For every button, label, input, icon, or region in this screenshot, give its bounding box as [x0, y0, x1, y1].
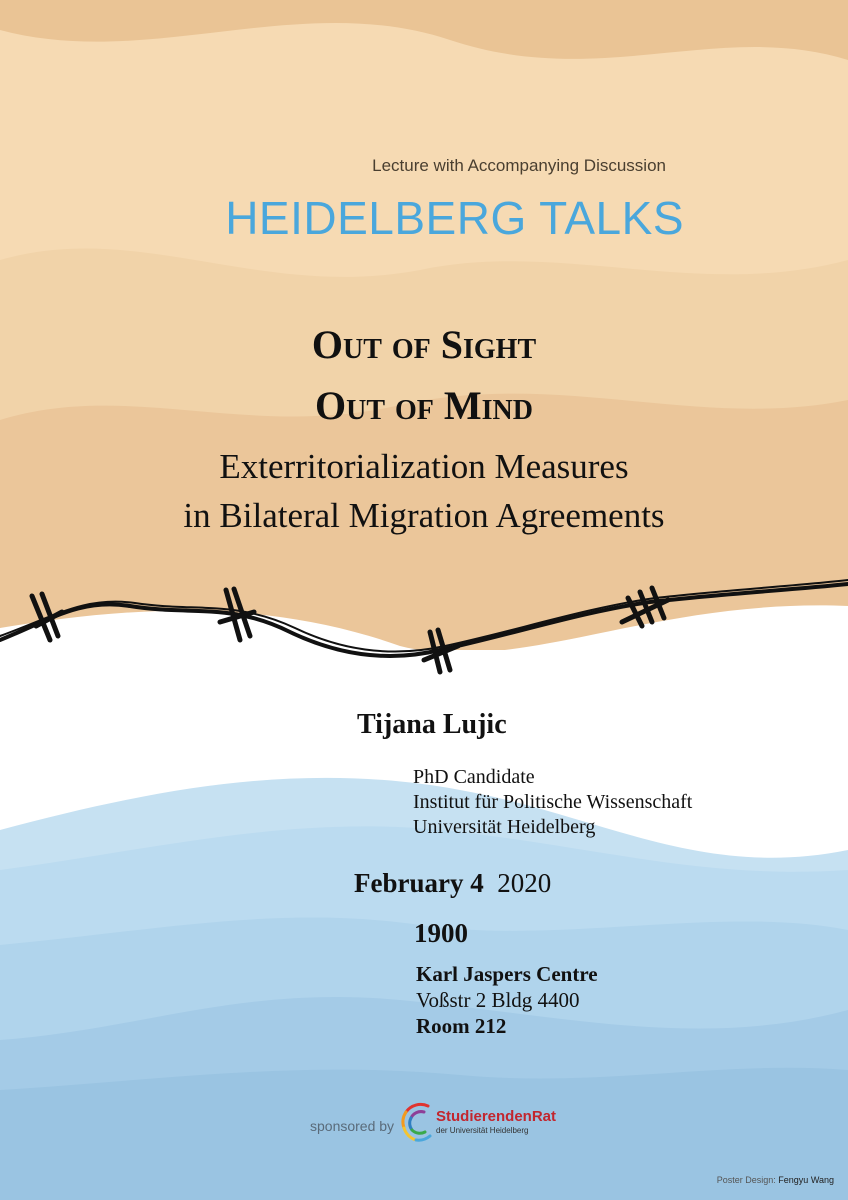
series-title: HEIDELBERG TALKS [225, 192, 684, 244]
speaker-institute: Institut für Politische Wissenschaft [413, 791, 693, 813]
studierendenrat-logo-icon [398, 1098, 438, 1146]
venue-name: Karl Jaspers Centre [416, 962, 598, 986]
lecture-title-line-1: Out of Sight [311, 322, 537, 367]
lecture-subtitle-line-1: Exterritorialization Measures [219, 447, 629, 486]
event-date-day: February 4 [354, 868, 484, 898]
poster-credit [717, 1175, 834, 1185]
speaker-name: Tijana Lujic [357, 709, 507, 740]
sponsor-subtitle: der Universität Heidelberg [436, 1126, 529, 1135]
event-time: 1900 [414, 918, 468, 948]
event-kicker: Lecture with Accompanying Discussion [372, 156, 666, 175]
event-date-year: 2020 [497, 868, 552, 898]
sponsor-name: StudierendenRat [436, 1108, 557, 1125]
venue-room: Room 212 [416, 1014, 507, 1038]
lecture-title-line-2: Out of Mind [315, 383, 533, 428]
speaker-position: PhD Candidate [413, 766, 535, 788]
lecture-subtitle-line-2: in Bilateral Migration Agreements [183, 496, 665, 535]
speaker-university: Universität Heidelberg [413, 816, 596, 838]
sponsored-by-label: sponsored by [310, 1118, 395, 1134]
venue-address: Voßstr 2 Bldg 4400 [416, 988, 580, 1012]
poster-credit-name: Fengyu Wang [778, 1175, 834, 1185]
poster-credit-label: Poster Design: [716, 1175, 776, 1185]
event-date [354, 868, 551, 899]
